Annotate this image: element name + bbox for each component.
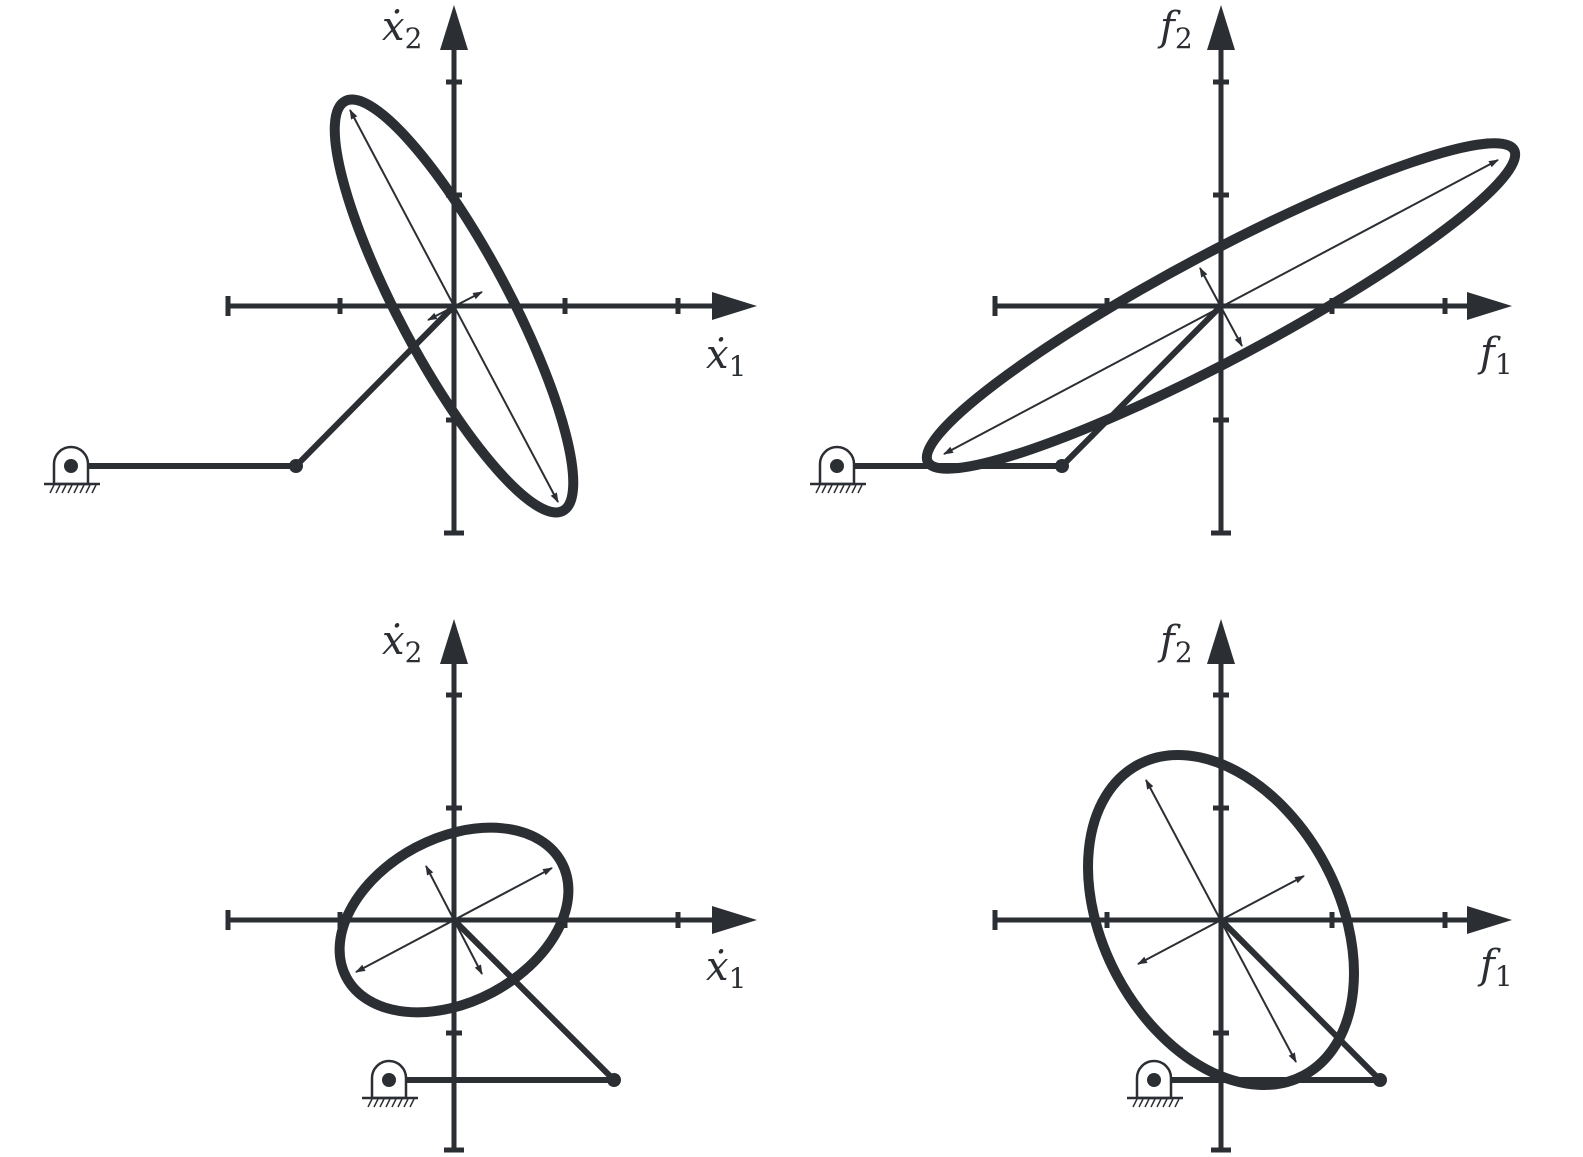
y-axis [440,5,468,533]
x-axis-arrowhead [1467,292,1512,320]
elbow-joint [1373,1073,1387,1087]
x-axis-label: ẋ1 [706,332,747,383]
x-axis [228,906,757,934]
x-axis-label: f1 [1480,330,1513,381]
elbow-joint [289,459,303,473]
y-axis [440,619,468,1150]
y-axis-arrowhead [1207,619,1235,664]
x-axis-label: f1 [1480,942,1513,993]
y-axis-arrowhead [1207,5,1235,50]
y-axis-arrowhead [440,619,468,664]
elbow-joint [607,1073,621,1087]
fixed-base [362,1061,418,1107]
y-axis-label: ẋ2 [382,4,423,55]
x-axis-arrowhead [712,906,757,934]
link-2 [296,306,454,466]
panel-bottom-left-velocity [228,618,757,1150]
fixed-base [1127,1061,1183,1107]
y-axis-arrowhead [440,5,468,50]
elbow-joint [1055,459,1069,473]
y-axis-label: f2 [1160,618,1193,669]
y-axis [1207,5,1235,533]
y-axis-label: ẋ2 [382,618,423,669]
fixed-base [44,447,100,493]
panel-top-left-velocity [44,4,757,537]
x-axis [995,906,1512,934]
x-axis-arrowhead [712,292,757,320]
x-axis [228,292,757,320]
x-axis-label: ẋ1 [706,944,747,995]
robot-arm [44,306,454,493]
panel-top-right-force [810,4,1539,533]
x-axis [995,292,1512,320]
link-2 [1062,306,1221,466]
fixed-base [810,447,866,493]
x-axis-arrowhead [1467,906,1512,934]
y-axis-label: f2 [1160,4,1193,55]
panel-bottom-right-force [995,618,1513,1150]
